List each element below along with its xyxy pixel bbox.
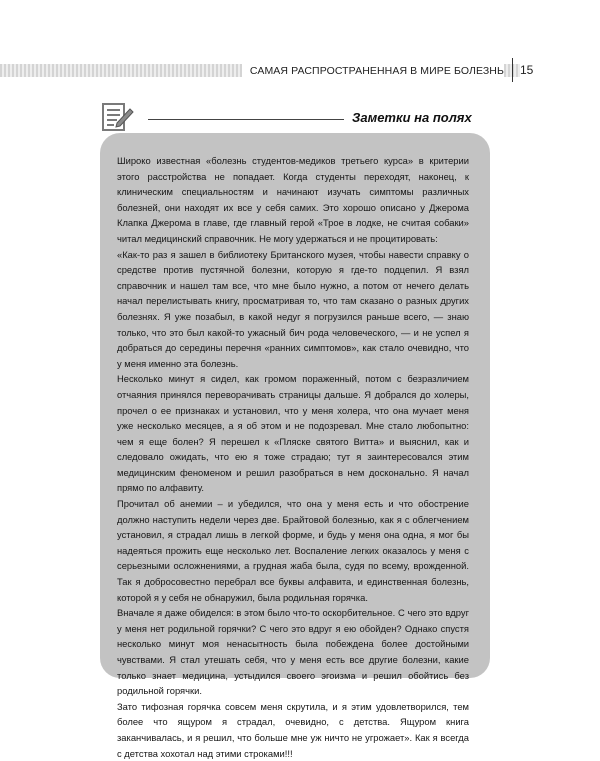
paragraph: Прочитал об анемии – и убедился, что она у меня есть и что обострение должно наступить недели через две. Брайтовой болезнью, как я с облегчением установил, я страдал лишь в легкой форме, и будь у меня она одна, я мог бы надеяться прожить еще несколько лет. Воспаление легких оказалось у меня с серьезными осложнениями, а грудная жаба была, судя по всему, врожденной. Так я добросовестно перебрал все буквы алфавита, и единственная болезнь, которой я у себя не обнаружил, была родильная горячка. [117,498,469,603]
paragraph: Несколько минут я сидел, как громом пораженный, потом с безразличием отчаяния принялся переворачивать страницы дальше. Я добрался до холеры, прочел о ее признаках и установил, что у меня холера, что она мучает меня уже несколько месяцев, а я об этом и не подозревал. Мне стало любопытно: чем я еще болен? Я перешел к «Пляске святого Витта» и выяснил, как и следовало ожидать, что ею я тоже страдаю; тут я заинтересовался этим медицинским феноменом и решил разобраться в нем досконально. Я начал прямо по алфавиту. [117,373,469,494]
header-divider [512,58,513,82]
paragraph: Вначале я даже обиделся: в этом было что-то оскорбительное. С чего это вдруг у меня нет родильной горячки? С чего это вдруг я ею обойден? Однако спустя несколько минут моя ненасытность была побеждена более достойными чувствами. Я стал утешать себя, что у меня есть все другие болезни, какие только знает медицина, устыдился своего эгоизма и решил обойтись без родильной горячки. [117,607,469,697]
paragraph: Широко известная «болезнь студентов-медиков третьего курса» в критерии этого расстройства не попадает. Когда студенты переходят, наконец, к клиническим специальностям и начинают изучать симптомы различных болезней, они находят их все у себя самих. Это хорошо описано у Джерома Клапка Джерома в главе, где главный герой «Трое в лодке, не считая собаки» читал медицинский справочник. Не могу удержаться и не процитировать: [117,155,469,244]
notes-text [117,153,469,761]
paragraph: Зато тифозная горячка совсем меня скрутила, и я этим удовлетворился, тем более что ящуром я страдал, очевидно, с детства. Ящуром книга заканчивалась, и я решил, что больше мне уж ничто не угрожает». Как я всегда с детства хохотал над этими строками!!! [117,700,469,759]
section-title: Заметки на полях [352,110,472,125]
heading-rule [148,119,344,120]
running-header-title: САМАЯ РАСПРОСТРАНЕННАЯ В МИРЕ БОЛЕЗНЬ [242,64,504,78]
page-number: 15 [520,63,534,77]
paragraph: «Как-то раз я зашел в библиотеку Британского музея, чтобы навести справку о средстве против пустячной болезни, которую я где-то подцепил. Я взял справочник и нашел там все, что мне было нужно, а потом от нечего делать начал перелистывать книгу, просматривая то, что там сказано о разных других болезнях. Я уже позабыл, в какой недуг я погрузился раньше всего, — знаю только, что это был какой-то ужасный бич рода человеческого, — и не успел я добраться до середины перечня «ранних симптомов», как стало очевидно, что у меня именно эта болезнь. [117,248,469,369]
notes-pencil-icon [100,101,134,133]
